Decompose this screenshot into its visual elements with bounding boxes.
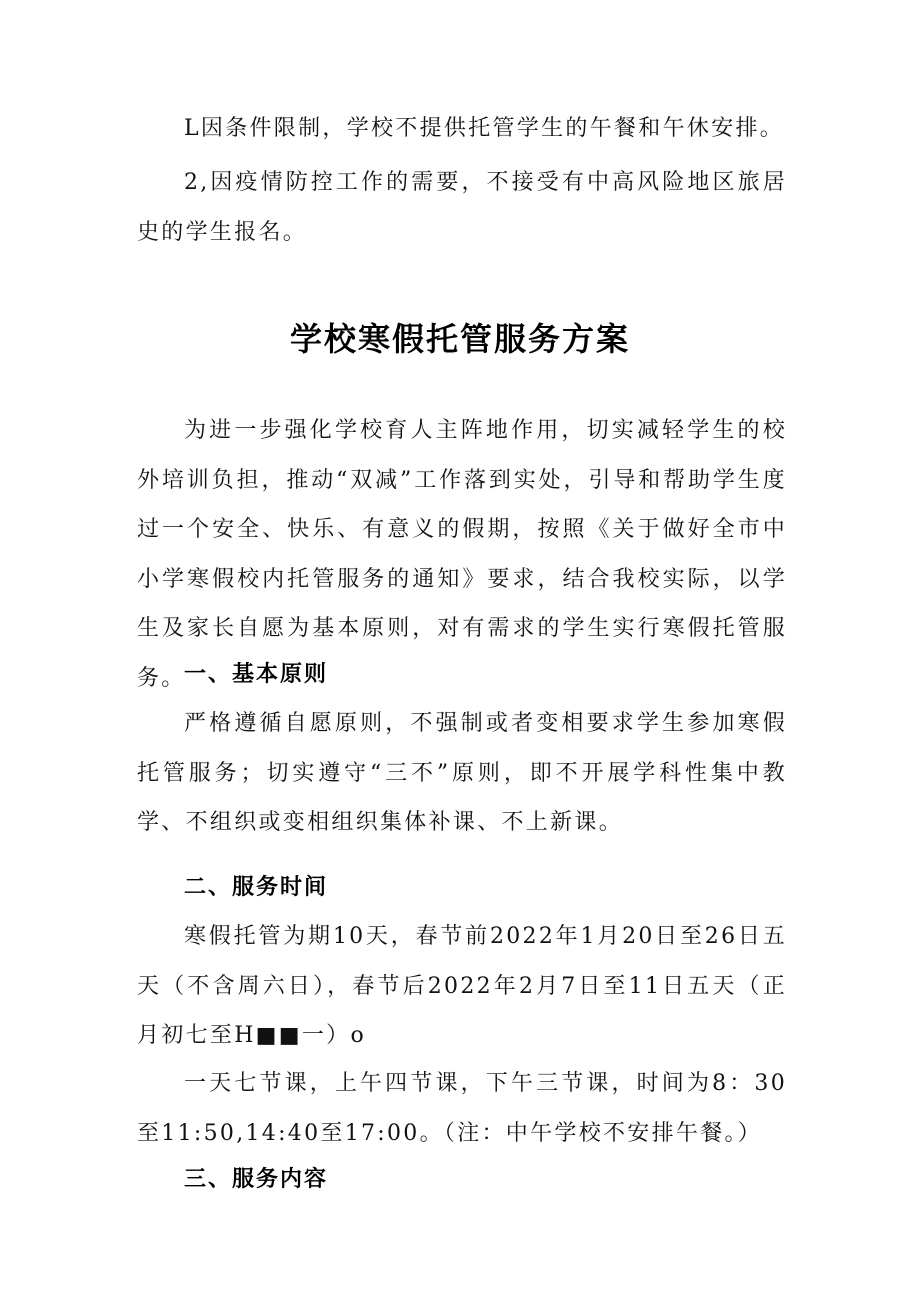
section-heading-principles: 一、基本原则 [184,662,329,687]
service-time-paragraph-1: 寒假托管为期10天，春节前2022年1月20日至26日五天（不含周六日），春节后2022年2月7日至11日五天（正月初七至H■■一）o [137,924,787,1048]
note-item-1: L因条件限制，学校不提供托管学生的午餐和午休安排。 [184,116,785,141]
section-heading-service-content: 三、服务内容 [184,1167,329,1192]
section-heading-service-time: 二、服务时间 [184,875,329,900]
note-item-2: 2,因疫情防控工作的需要，不接受有中高风险地区旅居史的学生报名。 [137,170,787,245]
service-time-paragraph-2: 一天七节课，上午四节课，下午三节课，时间为8：30至11:50,14:40至17:00。（注：中午学校不安排午餐。） [137,1071,787,1146]
principles-paragraph: 严格遵循自愿原则，不强制或者变相要求学生参加寒假托管服务；切实遵守“三不”原则，即不开展学科性集中教学、不组织或变相组织集体补课、不上新课。 [137,711,787,835]
intro-paragraph: 为进一步强化学校育人主阵地作用，切实减轻学生的校外培训负担，推动“双减”工作落到实处，引导和帮助学生度过一个安全、快乐、有意义的假期，按照《关于做好全市中小学寒假校内托管服务的通知》要求，结合我校实际，以学生及家长自愿为基本原则，对有需求的学生实行寒假托管服务。 [137,418,787,691]
document-title: 学校寒假托管服务方案 [289,320,630,358]
